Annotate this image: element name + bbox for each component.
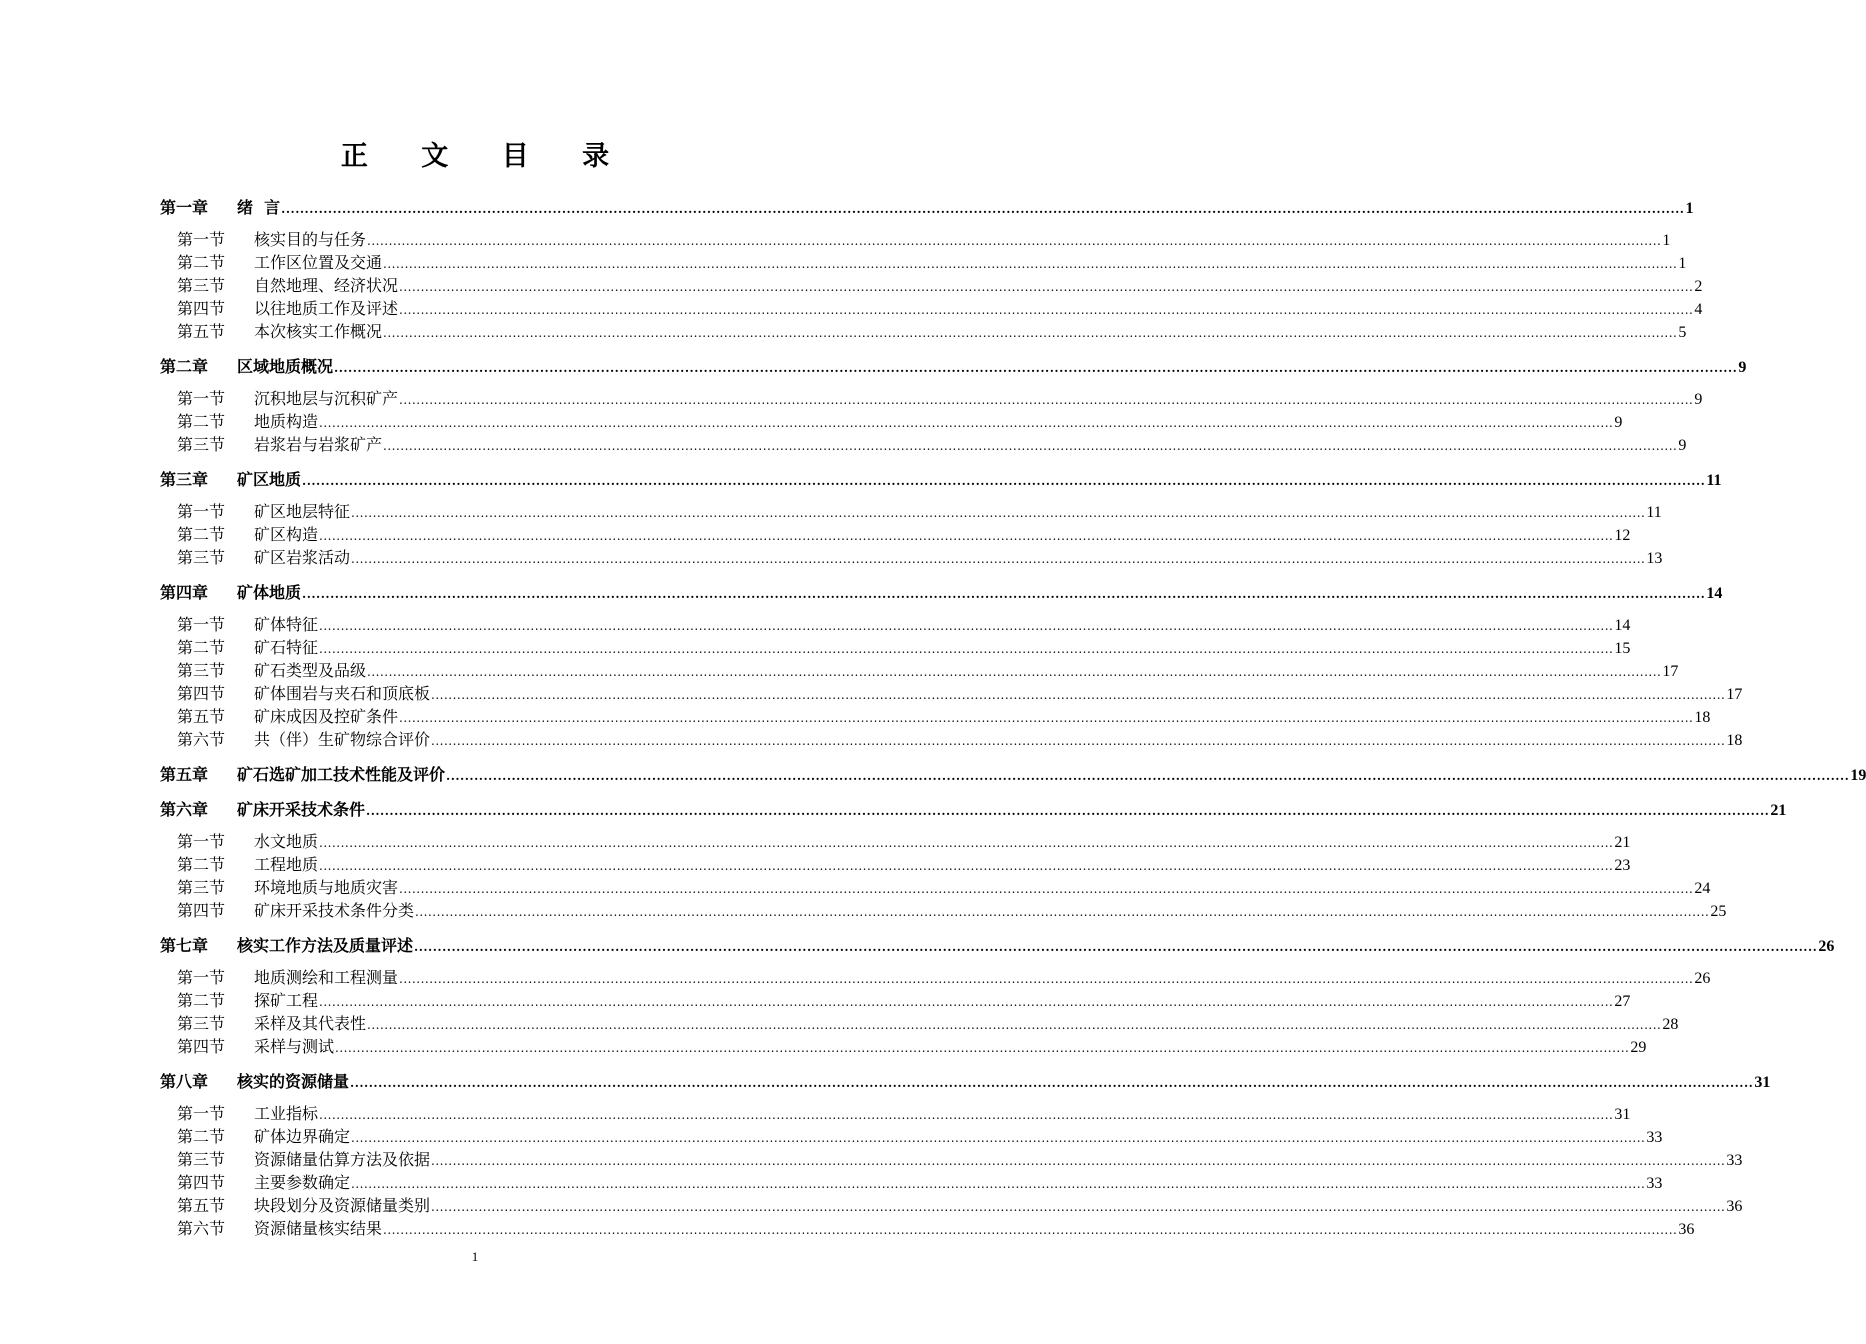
dot-leader: ............................................................................................................................................................................................................................................................................................................	[367, 234, 1662, 248]
toc-section-entry-title: 矿床成因及控矿条件	[254, 707, 399, 726]
dot-leader: ............................................................................................................................................................................................................................................................................................................	[399, 882, 1694, 896]
toc-section-entry-page: 23	[1614, 857, 1631, 874]
toc-section-entry[interactable]	[160, 1012, 1679, 1035]
toc-chapter-entry-number: 第三章	[160, 470, 209, 489]
toc-chapter-entry[interactable]	[160, 763, 1866, 786]
toc-chapter-entry-page: 9	[1738, 359, 1747, 376]
dot-leader: ............................................................................................................................................................................................................................................................................................................	[302, 474, 1706, 488]
toc-section-entry[interactable]	[160, 410, 1623, 433]
dot-leader: ............................................................................................................................................................................................................................................................................................................	[414, 940, 1818, 954]
toc-chapter-entry-page: 19	[1850, 767, 1866, 784]
toc-section-entry[interactable]	[160, 682, 1743, 705]
toc-section-entry-number: 第五节	[177, 707, 226, 726]
toc-section-entry[interactable]	[160, 274, 1703, 297]
toc-section-entry-number: 第三节	[177, 1150, 226, 1169]
toc-section-entry[interactable]	[160, 659, 1679, 682]
dot-leader: ............................................................................................................................................................................................................................................................................................................	[319, 836, 1614, 850]
toc-section-entry-number: 第四节	[177, 299, 226, 318]
toc-section-entry[interactable]	[160, 705, 1711, 728]
toc-chapter-entry-page: 21	[1770, 802, 1787, 819]
dot-leader: ............................................................................................................................................................................................................................................................................................................	[431, 688, 1726, 702]
toc-section-entry-page: 26	[1694, 970, 1711, 987]
toc-section-entry-number: 第四节	[177, 1173, 226, 1192]
toc-section-entry[interactable]	[160, 989, 1631, 1012]
toc-section-entry[interactable]	[160, 1035, 1647, 1058]
dot-leader: ............................................................................................................................................................................................................................................................................................................	[319, 416, 1614, 430]
dot-leader: ............................................................................................................................................................................................................................................................................................................	[446, 769, 1850, 783]
toc-chapter-entry-number: 第四章	[160, 583, 209, 602]
toc-section-entry-number: 第六节	[177, 1219, 226, 1238]
toc-chapter-entry-number: 第八章	[160, 1072, 209, 1091]
toc-section-entry-page: 18	[1726, 732, 1743, 749]
toc-section-entry-page: 4	[1694, 301, 1703, 318]
toc-section-entry[interactable]	[160, 523, 1631, 546]
dot-leader: ............................................................................................................................................................................................................................................................................................................	[399, 972, 1694, 986]
dot-leader: ............................................................................................................................................................................................................................................................................................................	[319, 529, 1614, 543]
dot-leader: ............................................................................................................................................................................................................................................................................................................	[281, 202, 1685, 216]
toc-section-entry[interactable]	[160, 320, 1687, 343]
toc-section-entry-page: 31	[1614, 1106, 1631, 1123]
toc-chapter-entry[interactable]	[160, 196, 1694, 219]
dot-leader: ............................................................................................................................................................................................................................................................................................................	[383, 326, 1678, 340]
toc-section-entry-page: 17	[1726, 686, 1743, 703]
dot-leader: ............................................................................................................................................................................................................................................................................................................	[319, 859, 1614, 873]
dot-leader: ............................................................................................................................................................................................................................................................................................................	[319, 1108, 1614, 1122]
toc-section-entry-title: 工程地质	[254, 855, 319, 874]
toc-section-entry-number: 第三节	[177, 878, 226, 897]
table-of-contents	[160, 196, 1866, 1240]
toc-section-entry[interactable]	[160, 853, 1631, 876]
toc-section-entry-title: 工作区位置及交通	[254, 253, 383, 272]
toc-section-entry[interactable]	[160, 899, 1727, 922]
toc-chapter-entry[interactable]	[160, 934, 1835, 957]
toc-chapter-entry-title: 矿区地质	[237, 470, 302, 489]
toc-section-entry-number: 第一节	[177, 1104, 226, 1123]
dot-leader: ............................................................................................................................................................................................................................................................................................................	[302, 587, 1706, 601]
toc-section-entry[interactable]	[160, 876, 1711, 899]
toc-section-entry-number: 第五节	[177, 1196, 226, 1215]
toc-section-entry-page: 1	[1678, 255, 1687, 272]
dot-leader: ............................................................................................................................................................................................................................................................................................................	[366, 804, 1770, 818]
toc-section-entry-title: 矿石特征	[254, 638, 319, 657]
dot-leader: ............................................................................................................................................................................................................................................................................................................	[367, 1018, 1662, 1032]
toc-section-entry-number: 第二节	[177, 991, 226, 1010]
toc-section-entry-title: 沉积地层与沉积矿产	[254, 389, 399, 408]
toc-section-entry-title: 矿体围岩与夹石和顶底板	[254, 684, 431, 703]
toc-section-entry-title: 矿区岩浆活动	[254, 548, 351, 567]
toc-section-entry-title: 工业指标	[254, 1104, 319, 1123]
dot-leader: ............................................................................................................................................................................................................................................................................................................	[351, 1177, 1646, 1191]
toc-chapter-entry[interactable]	[160, 1070, 1771, 1093]
toc-section-entry-title: 主要参数确定	[254, 1173, 351, 1192]
toc-chapter-entry-title: 矿体地质	[237, 583, 302, 602]
toc-section-entry-number: 第三节	[177, 661, 226, 680]
toc-section-entry-title: 岩浆岩与岩浆矿产	[254, 435, 383, 454]
toc-section-entry-number: 第二节	[177, 1127, 226, 1146]
toc-section-entry[interactable]	[160, 1171, 1663, 1194]
dot-leader: ............................................................................................................................................................................................................................................................................................................	[431, 1154, 1726, 1168]
toc-chapter-entry-number: 第六章	[160, 800, 209, 819]
toc-section-entry-number: 第二节	[177, 412, 226, 431]
toc-chapter-entry-title: 核实工作方法及质量评述	[237, 936, 414, 955]
dot-leader: ............................................................................................................................................................................................................................................................................................................	[351, 1131, 1646, 1145]
dot-leader: ............................................................................................................................................................................................................................................................................................................	[350, 1076, 1754, 1090]
toc-section-entry-title: 块段划分及资源储量类别	[254, 1196, 431, 1215]
dot-leader: ............................................................................................................................................................................................................................................................................................................	[399, 393, 1694, 407]
toc-section-entry[interactable]	[160, 546, 1663, 569]
dot-leader: ............................................................................................................................................................................................................................................................................................................	[431, 1200, 1726, 1214]
toc-section-entry[interactable]	[160, 613, 1631, 636]
toc-section-entry-page: 33	[1726, 1152, 1743, 1169]
toc-section-entry-number: 第一节	[177, 832, 226, 851]
dot-leader: ............................................................................................................................................................................................................................................................................................................	[367, 665, 1662, 679]
toc-section-entry-title: 核实目的与任务	[254, 230, 367, 249]
toc-chapter-entry-number: 第一章	[160, 198, 209, 217]
toc-section-entry-title: 以往地质工作及评述	[254, 299, 399, 318]
toc-section-entry-title: 地质构造	[254, 412, 319, 431]
toc-section-entry-number: 第二节	[177, 855, 226, 874]
toc-section-entry-number: 第五节	[177, 322, 226, 341]
dot-leader: ............................................................................................................................................................................................................................................................................................................	[319, 995, 1614, 1009]
toc-chapter-entry[interactable]	[160, 468, 1722, 491]
dot-leader: ............................................................................................................................................................................................................................................................................................................	[399, 711, 1694, 725]
toc-section-entry-page: 9	[1614, 414, 1623, 431]
toc-section-entry-title: 矿区地层特征	[254, 502, 351, 521]
toc-section-entry-title: 资源储量估算方法及依据	[254, 1150, 431, 1169]
toc-section-entry-number: 第三节	[177, 276, 226, 295]
toc-section-entry[interactable]	[160, 1125, 1663, 1148]
toc-section-entry-number: 第一节	[177, 968, 226, 987]
toc-chapter-entry-page: 11	[1706, 472, 1722, 489]
toc-section-entry-page: 21	[1614, 834, 1631, 851]
toc-section-entry-page: 9	[1694, 391, 1703, 408]
toc-section-entry-title: 矿体边界确定	[254, 1127, 351, 1146]
toc-section-entry[interactable]	[160, 251, 1687, 274]
toc-section-entry-page: 18	[1694, 709, 1711, 726]
toc-section-entry-page: 11	[1646, 504, 1662, 521]
toc-section-entry-page: 12	[1614, 527, 1631, 544]
toc-section-entry-number: 第一节	[177, 389, 226, 408]
toc-section-entry-number: 第一节	[177, 502, 226, 521]
toc-section-entry-page: 33	[1646, 1175, 1663, 1192]
toc-section-entry[interactable]	[160, 297, 1703, 320]
toc-section-entry-page: 17	[1662, 663, 1679, 680]
toc-chapter-entry-title: 矿床开采技术条件	[237, 800, 366, 819]
toc-section-entry-title: 水文地质	[254, 832, 319, 851]
toc-section-entry-page: 5	[1678, 324, 1687, 341]
toc-section-entry[interactable]	[160, 387, 1703, 410]
toc-section-entry-page: 13	[1646, 550, 1663, 567]
toc-section-entry-page: 27	[1614, 993, 1631, 1010]
toc-chapter-entry-page: 14	[1706, 585, 1723, 602]
toc-section-entry-title: 探矿工程	[254, 991, 319, 1010]
toc-section-entry-page: 36	[1678, 1221, 1695, 1238]
toc-section-entry-title: 地质测绘和工程测量	[254, 968, 399, 987]
toc-chapter-entry[interactable]	[160, 581, 1723, 604]
toc-section-entry-number: 第三节	[177, 435, 226, 454]
toc-section-entry-title: 资源储量核实结果	[254, 1219, 383, 1238]
toc-section-entry-number: 第三节	[177, 1014, 226, 1033]
toc-chapter-entry-number: 第五章	[160, 765, 209, 784]
toc-chapter-entry[interactable]	[160, 798, 1787, 821]
toc-section-entry-page: 25	[1710, 903, 1727, 920]
dot-leader: ............................................................................................................................................................................................................................................................................................................	[319, 642, 1614, 656]
toc-section-entry-number: 第四节	[177, 1037, 226, 1056]
toc-chapter-entry-title: 区域地质概况	[237, 357, 334, 376]
toc-section-entry-page: 14	[1614, 617, 1631, 634]
toc-section-entry[interactable]	[160, 228, 1671, 251]
toc-section-entry-number: 第一节	[177, 615, 226, 634]
toc-section-entry-title: 采样与测试	[254, 1037, 335, 1056]
dot-leader: ............................................................................................................................................................................................................................................................................................................	[383, 439, 1678, 453]
toc-section-entry-number: 第六节	[177, 730, 226, 749]
toc-section-entry-number: 第三节	[177, 548, 226, 567]
toc-section-entry[interactable]	[160, 966, 1711, 989]
toc-section-entry-page: 29	[1630, 1039, 1647, 1056]
toc-chapter-entry-title: 矿石选矿加工技术性能及评价	[237, 765, 446, 784]
toc-chapter-entry-page: 26	[1818, 938, 1835, 955]
dot-leader: ............................................................................................................................................................................................................................................................................................................	[431, 734, 1726, 748]
toc-section-entry[interactable]	[160, 500, 1662, 523]
toc-section-entry-title: 矿区构造	[254, 525, 319, 544]
toc-section-entry-title: 采样及其代表性	[254, 1014, 367, 1033]
toc-chapter-entry[interactable]	[160, 355, 1747, 378]
toc-section-entry-number: 第二节	[177, 253, 226, 272]
toc-section-entry-title: 矿床开采技术条件分类	[254, 901, 415, 920]
toc-section-entry-number: 第一节	[177, 230, 226, 249]
toc-section-entry-page: 1	[1662, 232, 1671, 249]
dot-leader: ............................................................................................................................................................................................................................................................................................................	[351, 506, 1646, 520]
toc-section-entry-page: 15	[1614, 640, 1631, 657]
toc-chapter-entry-page: 1	[1685, 200, 1694, 217]
dot-leader: ............................................................................................................................................................................................................................................................................................................	[319, 619, 1614, 633]
toc-section-entry-number: 第二节	[177, 638, 226, 657]
toc-section-entry-title: 自然地理、经济状况	[254, 276, 399, 295]
toc-section-entry-title: 共（伴）生矿物综合评价	[254, 730, 431, 749]
toc-section-entry[interactable]	[160, 433, 1687, 456]
toc-chapter-entry-number: 第二章	[160, 357, 209, 376]
toc-section-entry-number: 第四节	[177, 684, 226, 703]
toc-section-entry-title: 矿体特征	[254, 615, 319, 634]
toc-section-entry[interactable]	[160, 1217, 1695, 1240]
toc-section-entry[interactable]	[160, 830, 1631, 853]
toc-section-entry-page: 28	[1662, 1016, 1679, 1033]
dot-leader: ............................................................................................................................................................................................................................................................................................................	[383, 257, 1678, 271]
dot-leader: ............................................................................................................................................................................................................................................................................................................	[383, 1223, 1678, 1237]
toc-section-entry-page: 33	[1646, 1129, 1663, 1146]
dot-leader: ............................................................................................................................................................................................................................................................................................................	[415, 905, 1710, 919]
toc-section-entry-title: 环境地质与地质灾害	[254, 878, 399, 897]
toc-section-entry-page: 36	[1726, 1198, 1743, 1215]
toc-section-entry-title: 本次核实工作概况	[254, 322, 383, 341]
toc-chapter-entry-page: 31	[1754, 1074, 1771, 1091]
toc-section-entry[interactable]	[160, 728, 1743, 751]
dot-leader: ............................................................................................................................................................................................................................................................................................................	[399, 303, 1694, 317]
toc-chapter-entry-title: 绪 言	[237, 198, 281, 217]
page-title: 正 文 目 录	[340, 141, 632, 172]
toc-section-entry[interactable]	[160, 1102, 1631, 1125]
toc-chapter-entry-title: 核实的资源储量	[237, 1072, 350, 1091]
toc-section-entry[interactable]	[160, 1148, 1743, 1171]
toc-section-entry[interactable]	[160, 636, 1631, 659]
dot-leader: ............................................................................................................................................................................................................................................................................................................	[351, 552, 1646, 566]
toc-section-entry-number: 第二节	[177, 525, 226, 544]
toc-section-entry-page: 9	[1678, 437, 1687, 454]
dot-leader: ............................................................................................................................................................................................................................................................................................................	[335, 1041, 1630, 1055]
dot-leader: ............................................................................................................................................................................................................................................................................................................	[399, 280, 1694, 294]
dot-leader: ............................................................................................................................................................................................................................................................................................................	[334, 361, 1738, 375]
toc-section-entry-page: 24	[1694, 880, 1711, 897]
toc-section-entry-title: 矿石类型及品级	[254, 661, 367, 680]
toc-section-entry-page: 2	[1694, 278, 1703, 295]
toc-section-entry-number: 第四节	[177, 901, 226, 920]
toc-section-entry[interactable]	[160, 1194, 1743, 1217]
toc-chapter-entry-number: 第七章	[160, 936, 209, 955]
page-number-footer: 1	[471, 1249, 479, 1264]
